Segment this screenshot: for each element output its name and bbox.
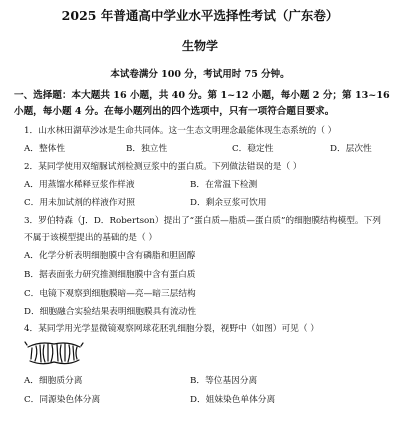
question-1-option-b: B．独立性 — [126, 144, 168, 154]
question-3-option-b: B．据表面张力研究推测细胞膜中含有蛋白质 — [24, 270, 196, 280]
section-heading-line1: 一、选择题：本大题共 16 小题，共 40 分。第 1~12 小题，每小题 2 分；第 13~16 — [14, 90, 390, 101]
question-4-option-a: A．细胞质分离 — [24, 376, 83, 386]
question-3-option-a: A．化学分析表明细胞膜中含有磷脂和胆固醇 — [24, 251, 196, 261]
question-2-option-d: D．剩余豆浆可饮用 — [190, 198, 267, 208]
cell-division-figure — [24, 339, 84, 367]
question-3-stem-line1: 3．罗伯特森（J．D．Robertson）提出了“蛋白质—脂质—蛋白质”的细胞膜结构模型。下列 — [24, 216, 381, 226]
question-2-option-a: A．用蒸馏水稀释豆浆作样液 — [24, 180, 135, 190]
question-4-option-b: B．等位基因分离 — [190, 376, 258, 386]
question-2-stem: 2．某同学使用双缩脲试剂检测豆浆中的蛋白质。下列做法错误的是（ ） — [24, 162, 302, 172]
exam-subject: 生物学 — [181, 39, 218, 53]
question-1-option-d: D．层次性 — [330, 144, 372, 154]
question-3-stem-line2: 不属于该模型提出的基础的是（ ） — [24, 233, 158, 243]
question-4-option-c: C．同源染色体分离 — [24, 395, 101, 405]
exam-note: 本试卷满分 100 分，考试用时 75 分钟。 — [110, 69, 290, 80]
exam-title: 2025 年普通高中学业水平选择性考试（广东卷） — [61, 8, 339, 23]
section-heading-line2: 小题，每小题 4 分。在每小题列出的四个选项中，只有一项符合题目要求。 — [14, 106, 335, 117]
question-2-option-b: B．在常温下检测 — [190, 180, 258, 190]
question-2-option-c: C．用未加试剂的样液作对照 — [24, 198, 135, 208]
question-4-option-d: D．姐妹染色单体分离 — [190, 395, 276, 405]
question-1-stem: 1．山水林田湖草沙冰是生命共同体。这一生态文明理念最能体现生态系统的（ ） — [24, 126, 337, 136]
question-4-stem: 4．某同学用光学显微镜观察网球花胚乳细胞分裂，视野中（如图）可见（ ） — [24, 324, 319, 334]
question-3-option-d: D．细胞融合实验结果表明细胞膜具有流动性 — [24, 307, 197, 317]
question-3-option-c: C．电镜下观察到细胞膜暗—亮—暗三层结构 — [24, 289, 196, 299]
question-1-option-c: C．稳定性 — [232, 144, 274, 154]
question-1-option-a: A．整体性 — [24, 144, 66, 154]
